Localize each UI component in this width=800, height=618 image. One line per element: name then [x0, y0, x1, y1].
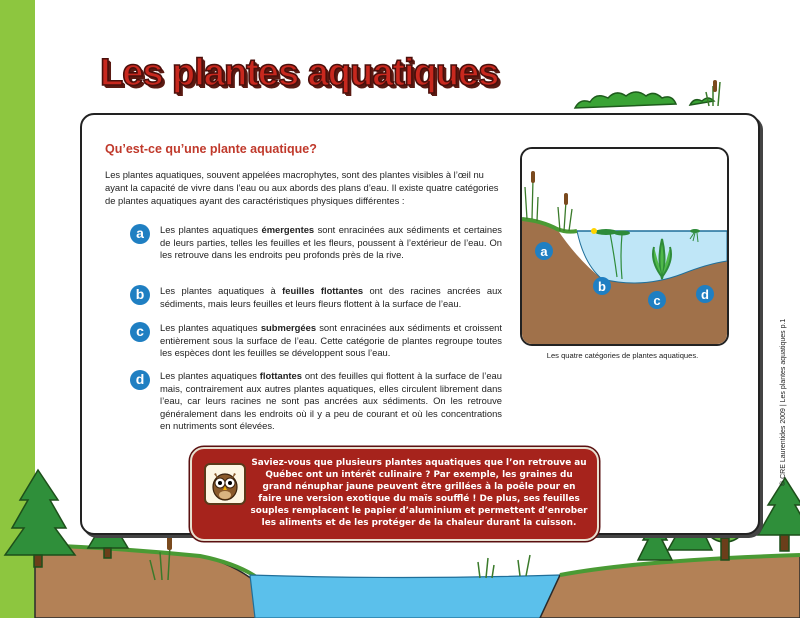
terrain-right	[540, 555, 800, 618]
badge-d: d	[130, 370, 150, 390]
badge-c: c	[130, 322, 150, 342]
aquatic-plants-illustration	[520, 147, 729, 346]
category-b-text: Les plantes aquatiques à feuilles flottantes ont des racines ancrées aux sédiments, mais leurs feuilles et leurs fleurs flottent à la surface de l’eau.	[160, 285, 502, 309]
figure-label-b: b	[598, 279, 606, 294]
category-c-text: Les plantes aquatiques submergées sont enracinées aux sédiments et croissent entièrement sous la surface de l’eau. Cette catégorie de plantes regroupe toutes les espèces dont les feuilles se développent sous l’eau.	[160, 322, 502, 359]
intro-paragraph: Les plantes aquatiques, souvent appelées macrophytes, sont des plantes visibles à l’œil nu ayant la capacité de vivre dans l’eau ou aux abords des plans d’eau. Il existe quatre catégories de plantes aquatiques ayant des caractéristiques physiques différentes :	[105, 169, 499, 206]
category-d-text: Les plantes aquatiques flottantes ont des feuilles qui flottent à la surface de l’eau mais, contrairement aux autres plantes aquatiques, elles circulent librement dans l’eau, car leurs racines ne sont pas ancrées aux sédiments. On les retrouve généralement dans les endroits où il y a peu de courant et où les concentrations en nutriments sont élevées.	[160, 370, 502, 432]
section-subtitle: Qu’est-ce qu’une plante aquatique?	[105, 142, 317, 156]
owl-icon	[204, 463, 246, 505]
figure-label-a: a	[540, 244, 548, 259]
page-title: Les plantes aquatiques	[100, 52, 499, 94]
badge-b: b	[130, 285, 150, 305]
illustration-svg	[522, 149, 727, 344]
copyright-footer: © CRE Laurentides 2009 | Les plantes aquatiques p.1	[780, 318, 787, 486]
fun-fact-text: Saviez-vous que plusieurs plantes aquatiques que l’on retrouve au Québec ont un intérêt culinaire ? Par exemple, les graines du grand nénuphar jaune peuvent être grillées à la poêle pour en faire une version exotique du maïs soufflé ! De plus, ses feuilles souples remplacent le papier d’aluminium et permettent d’enrober les aliments et de les protéger de la chaleur durant la cuisson.	[250, 458, 588, 528]
figure-label-d: d	[701, 287, 709, 302]
grass-bottom	[478, 555, 530, 578]
category-a-text: Les plantes aquatiques émergentes sont enracinées aux sédiments et certaines de leurs parties, telles les feuilles et les fleurs, poussent à l’extérieur de l’eau. On les retrouve dans les endroits peu profonds près de la rive.	[160, 224, 502, 261]
figure-label-c: c	[653, 293, 661, 308]
figure-caption: Les quatre catégories de plantes aquatiques.	[546, 351, 699, 360]
badge-a: a	[130, 224, 150, 244]
bushes-top-right	[575, 92, 714, 108]
fun-fact-box	[190, 447, 599, 541]
